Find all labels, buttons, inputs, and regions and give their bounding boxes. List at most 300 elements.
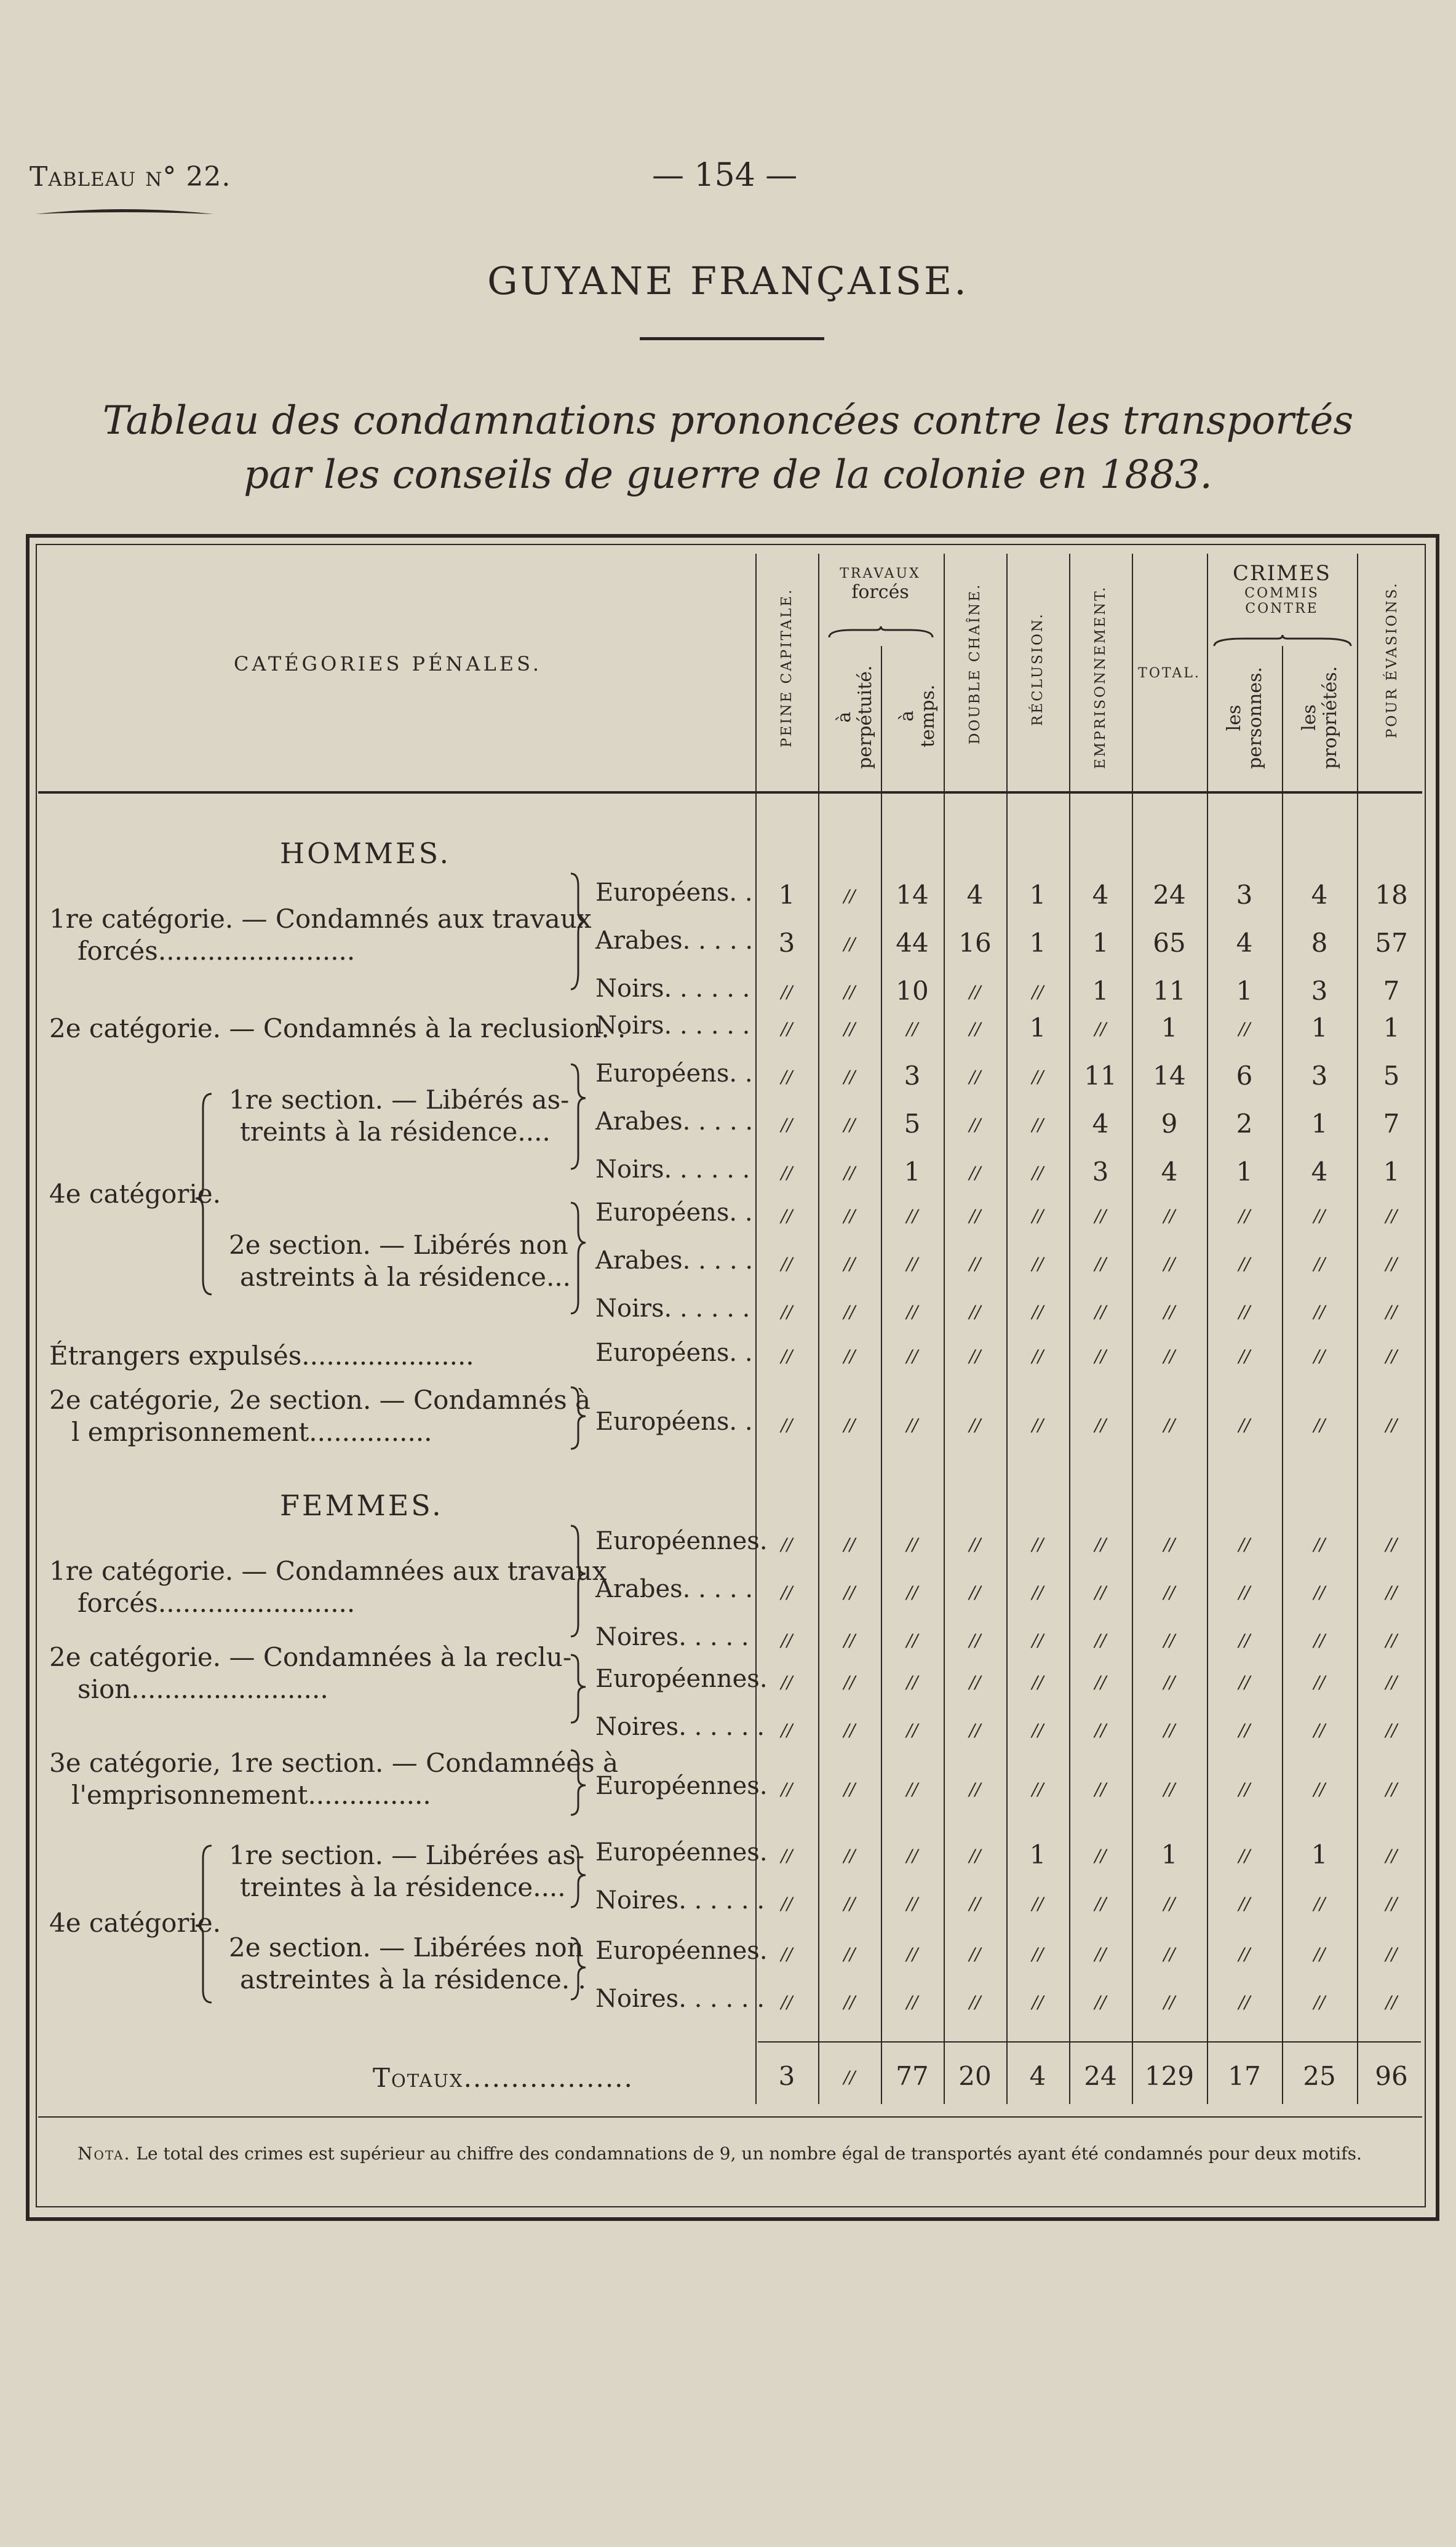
- table-cell: 4: [1092, 880, 1109, 910]
- label-line: astreintes à la résidence. .: [240, 1964, 586, 1995]
- table-cell: //: [969, 1534, 981, 1555]
- table-cell: //: [1163, 1672, 1176, 1692]
- table-cell: //: [843, 1302, 856, 1322]
- label-line: treintes à la résidence....: [240, 1872, 566, 1902]
- label-line: treints à la résidence....: [240, 1117, 551, 1147]
- personnes-les: les: [1223, 704, 1245, 731]
- table-cell: //: [843, 1067, 856, 1087]
- table-cell: //: [1385, 1302, 1398, 1322]
- table-cell: 8: [1311, 928, 1328, 958]
- table-cell: //: [969, 982, 981, 1002]
- table-cell: //: [781, 1720, 793, 1740]
- row-origin-label: Européens. .: [595, 1198, 753, 1227]
- table-cell: //: [1094, 1630, 1107, 1651]
- table-cell: //: [906, 1846, 918, 1866]
- table-cell: //: [843, 1415, 856, 1435]
- label-line: 2e section. — Libérés non: [229, 1230, 568, 1260]
- table-cell: //: [969, 1630, 981, 1651]
- table-cell: //: [1385, 1672, 1398, 1692]
- table-cell: //: [781, 1630, 793, 1651]
- table-cell: //: [1094, 1534, 1107, 1555]
- table-cell: 6: [1236, 1061, 1253, 1091]
- table-cell: //: [1385, 1534, 1398, 1555]
- label-line: 1re catégorie. — Condamnées aux travaux: [49, 1556, 607, 1586]
- table-cell: //: [1094, 1415, 1107, 1435]
- table-cell: //: [906, 1302, 918, 1322]
- table-cell: //: [1032, 982, 1044, 1002]
- table-cell: //: [781, 1846, 793, 1866]
- table-cell: 3: [904, 1061, 921, 1091]
- table-cell: //: [843, 1630, 856, 1651]
- label-line: astreints à la résidence...: [240, 1262, 571, 1292]
- label-line: 2e catégorie, 2e section. — Condamnés à: [49, 1385, 591, 1415]
- row-origin-label: Noirs. . . . . .: [595, 1011, 750, 1040]
- table-cell: 11: [1153, 976, 1186, 1006]
- table-cell: //: [781, 1992, 793, 2012]
- column-header-reclusion: RÉCLUSION.: [1030, 612, 1046, 726]
- table-cell: //: [1163, 1302, 1176, 1322]
- table-cell: //: [781, 1206, 793, 1226]
- table-cell: //: [969, 1779, 981, 1800]
- table-cell: //: [906, 1992, 918, 2012]
- column-header-categories: CATÉGORIES PÉNALES.: [234, 652, 543, 676]
- table-cell: //: [843, 982, 856, 1002]
- table-cell: 1: [1161, 1840, 1178, 1870]
- table-cell: //: [1163, 1346, 1176, 1366]
- table-cell: //: [1238, 1779, 1251, 1800]
- section-femmes: FEMMES.: [280, 1489, 444, 1522]
- table-cell: //: [1032, 1163, 1044, 1183]
- row-origin-label: Arabes. . . . .: [595, 1246, 754, 1275]
- row-origin-label: Arabes. . . . .: [595, 927, 754, 955]
- perpetuite-a: à: [833, 711, 855, 723]
- subtitle-line-1: Tableau des condamnations prononcées contre les transportés: [102, 398, 1354, 444]
- table-cell: 1: [1029, 928, 1046, 958]
- table-cell: 1: [1311, 1109, 1328, 1139]
- table-cell: //: [1385, 1582, 1398, 1603]
- table-cell: //: [969, 1944, 981, 1964]
- table-cell: //: [1094, 1254, 1107, 1274]
- table-cell: //: [1032, 1206, 1044, 1226]
- brace-h1: [571, 874, 586, 989]
- table-cell: 3: [1092, 1157, 1109, 1187]
- total-cell: //: [843, 2067, 856, 2087]
- table-cell: //: [781, 1894, 793, 1914]
- table-cell: //: [1238, 1846, 1251, 1866]
- table-cell: //: [1094, 1582, 1107, 1603]
- table-cell: //: [781, 1582, 793, 1603]
- label-line: l'emprisonnement...............: [71, 1780, 431, 1810]
- label-h-cat2: 2e catégorie. — Condamnés à la reclusion. .: [49, 1013, 626, 1043]
- table-cell: //: [1094, 1944, 1107, 1964]
- table-cell: //: [969, 1992, 981, 2012]
- table-cell: //: [969, 1302, 981, 1322]
- table-cell: 1: [1383, 1157, 1400, 1187]
- table-cell: //: [1163, 1992, 1176, 2012]
- table-cell: //: [1385, 1846, 1398, 1866]
- temps-label: temps.: [917, 684, 939, 747]
- table-cell: 3: [1311, 1061, 1328, 1091]
- table-cell: //: [781, 1346, 793, 1366]
- table-cell: 4: [1092, 1109, 1109, 1139]
- table-cell: 1: [778, 880, 795, 910]
- table-cell: //: [1385, 1944, 1398, 1964]
- table-cell: //: [1163, 1415, 1176, 1435]
- table-cell: //: [969, 1894, 981, 1914]
- table-cell: //: [1238, 1415, 1251, 1435]
- table-cell: 1: [1029, 1840, 1046, 1870]
- table-cell: //: [1094, 1720, 1107, 1740]
- section-hommes: HOMMES.: [280, 837, 452, 870]
- table-cell: 1: [1311, 1013, 1328, 1043]
- table-cell: //: [1032, 1415, 1044, 1435]
- table-cell: //: [1032, 1254, 1044, 1274]
- footnote-text: Le total des crimes est supérieur au chiffre des condamnations de 9, un nombre égal de transportés ayant été condamnés pour deux motifs.: [130, 2143, 1362, 2164]
- table-cell: //: [843, 1992, 856, 2012]
- table-cell: //: [1163, 1582, 1176, 1603]
- table-cell: //: [1032, 1720, 1044, 1740]
- label-line: 1re catégorie. — Condamnés aux travaux: [49, 904, 592, 934]
- crimes-label: CRIMES: [1233, 561, 1331, 586]
- table-cell: //: [843, 1846, 856, 1866]
- table-cell: //: [1163, 1720, 1176, 1740]
- table-cell: //: [969, 1415, 981, 1435]
- table-cell: //: [969, 1346, 981, 1366]
- table-cell: //: [969, 1582, 981, 1603]
- table-cell: 2: [1236, 1109, 1253, 1139]
- table-cell: //: [1313, 1992, 1326, 2012]
- table-cell: //: [1238, 1302, 1251, 1322]
- table-cell: //: [1313, 1534, 1326, 1555]
- table-cell: //: [1238, 1944, 1251, 1964]
- column-header-double: DOUBLE CHAÎNE.: [967, 583, 983, 744]
- table-cell: 65: [1153, 928, 1186, 958]
- row-origin-label: Noires. . . . .: [595, 1623, 749, 1651]
- table-cell: 4: [1311, 880, 1328, 910]
- table-cell: //: [843, 934, 856, 954]
- table-cell: //: [1238, 1630, 1251, 1651]
- table-cell: 4: [966, 880, 984, 910]
- row-origin-label: Noires. . . . . .: [595, 1886, 765, 1915]
- table-cell: 4: [1311, 1157, 1328, 1187]
- table-bottom-rule: [38, 2116, 1422, 2118]
- row-origin-label: Européennes.: [595, 1665, 768, 1693]
- row-origin-label: Européens. .: [595, 879, 753, 907]
- row-origin-label: Européens. .: [595, 1059, 753, 1088]
- table-cell: //: [1313, 1894, 1326, 1914]
- table-cell: //: [1238, 1534, 1251, 1555]
- commis-contre-label: COMMIS CONTRE: [1244, 586, 1319, 616]
- table-cell: //: [1313, 1779, 1326, 1800]
- table-cell: //: [1032, 1302, 1044, 1322]
- table-cell: //: [1094, 1346, 1107, 1366]
- table-cell: //: [781, 1115, 793, 1135]
- table-cell: //: [1032, 1672, 1044, 1692]
- subtitle-line-2: par les conseils de guerre de la colonie en 1883.: [244, 452, 1212, 498]
- table-cell: //: [1385, 1894, 1398, 1914]
- table-cell: //: [1238, 1346, 1251, 1366]
- table-cell: //: [1094, 1672, 1107, 1692]
- table-cell: //: [969, 1019, 981, 1039]
- table-cell: 1: [1029, 880, 1046, 910]
- brace-f1: [571, 1526, 586, 1636]
- table-cell: //: [843, 1115, 856, 1135]
- table-cell: //: [906, 1944, 918, 1964]
- table-cell: //: [1313, 1672, 1326, 1692]
- table-cell: //: [1313, 1944, 1326, 1964]
- table-cell: //: [781, 1944, 793, 1964]
- table-cell: //: [781, 982, 793, 1002]
- table-cell: //: [969, 1067, 981, 1087]
- brace-f4s1: [571, 1846, 586, 1907]
- table-cell: //: [969, 1846, 981, 1866]
- row-origin-label: Européennes.: [595, 1527, 768, 1555]
- row-origin-label: Européens. .: [595, 1339, 753, 1367]
- row-origin-label: Noires. . . . . .: [595, 1713, 765, 1741]
- table-cell: //: [843, 1779, 856, 1800]
- table-cell: 1: [1092, 976, 1109, 1006]
- table-cell: //: [969, 1254, 981, 1274]
- row-origin-label: Noires. . . . . .: [595, 1985, 765, 2013]
- table-cell: //: [843, 1534, 856, 1555]
- row-origin-label: Européennes.: [595, 1838, 768, 1867]
- table-cell: 3: [778, 928, 795, 958]
- label-line: 1re section. — Libérées as-: [229, 1840, 585, 1870]
- table-cell: 18: [1375, 880, 1408, 910]
- table-cell: 1: [1092, 928, 1109, 958]
- table-cell: //: [843, 1894, 856, 1914]
- table-cell: //: [843, 1254, 856, 1274]
- table-cell: //: [906, 1672, 918, 1692]
- table-cell: //: [1385, 1346, 1398, 1366]
- footnote: [78, 2142, 1418, 2166]
- label-f-cat4: 4e catégorie.: [49, 1908, 221, 1938]
- table-cell: //: [781, 1415, 793, 1435]
- total-cell: 24: [1084, 2061, 1117, 2091]
- table-cell: 7: [1383, 976, 1400, 1006]
- table-cell: //: [1385, 1992, 1398, 2012]
- table-cell: //: [843, 1346, 856, 1366]
- table-cell: //: [1238, 1894, 1251, 1914]
- row-origin-label: Noirs. . . . . .: [595, 1155, 750, 1184]
- table-cell: //: [969, 1720, 981, 1740]
- table-cell: //: [781, 1254, 793, 1274]
- table-cell: //: [1163, 1254, 1176, 1274]
- table-cell: //: [1313, 1302, 1326, 1322]
- brace-f2: [571, 1655, 586, 1723]
- table-cell: //: [843, 1672, 856, 1692]
- table-cell: //: [1238, 1992, 1251, 2012]
- table-cell: 44: [896, 928, 929, 958]
- proprietes-les: les: [1299, 704, 1320, 731]
- table-cell: //: [843, 1206, 856, 1226]
- table-cell: //: [1094, 1846, 1107, 1866]
- table-cell: //: [1238, 1254, 1251, 1274]
- table-cell: //: [1163, 1944, 1176, 1964]
- table-cell: 24: [1153, 880, 1186, 910]
- table-cell: 7: [1383, 1109, 1400, 1139]
- table-cell: //: [1163, 1894, 1176, 1914]
- table-cell: //: [906, 1779, 918, 1800]
- label-line: forcés........................: [78, 936, 356, 966]
- total-cell: 129: [1144, 2061, 1195, 2091]
- total-cell: 77: [896, 2061, 929, 2091]
- table-cell: //: [1385, 1720, 1398, 1740]
- table-cell: 5: [904, 1109, 921, 1139]
- table-cell: //: [1032, 1115, 1044, 1135]
- table-cell: //: [906, 1894, 918, 1914]
- table-cell: 1: [1236, 976, 1253, 1006]
- table-cell: 14: [1153, 1061, 1186, 1091]
- table-cell: //: [1094, 1302, 1107, 1322]
- table-cell: //: [1238, 1206, 1251, 1226]
- table-cell: //: [843, 1019, 856, 1039]
- temps-a: à: [896, 710, 918, 722]
- proprietes-label: propriétés.: [1319, 666, 1341, 769]
- table-cell: //: [781, 1067, 793, 1087]
- table-cell: //: [1163, 1206, 1176, 1226]
- brace-f4s2: [571, 1938, 586, 1999]
- table-cell: //: [1094, 1894, 1107, 1914]
- table-cell: //: [1385, 1206, 1398, 1226]
- table-cell: //: [1032, 1894, 1044, 1914]
- brace-f3: [571, 1750, 586, 1815]
- table-cell: //: [906, 1534, 918, 1555]
- table-cell: //: [781, 1163, 793, 1183]
- forces-label: forcés: [851, 581, 909, 603]
- table-cell: 3: [1311, 976, 1328, 1006]
- table-cell: //: [1238, 1582, 1251, 1603]
- table-cell: //: [843, 1720, 856, 1740]
- table-cell: //: [969, 1206, 981, 1226]
- table-cell: //: [781, 1019, 793, 1039]
- table-cell: //: [1094, 1206, 1107, 1226]
- table-cell: 1: [1383, 1013, 1400, 1043]
- table-cell: 3: [1236, 880, 1253, 910]
- personnes-label: personnes.: [1244, 666, 1266, 769]
- table-cell: //: [1032, 1582, 1044, 1603]
- column-header-evasions: POUR ÉVASIONS.: [1384, 581, 1400, 738]
- total-cell: 4: [1029, 2061, 1046, 2091]
- table-cell: 4: [1236, 928, 1253, 958]
- table-cell: //: [1238, 1720, 1251, 1740]
- brace-f4: [196, 1846, 212, 2003]
- table-cell: //: [843, 1582, 856, 1603]
- table-cell: //: [1163, 1779, 1176, 1800]
- table-cell: //: [781, 1672, 793, 1692]
- page-number: — 154 —: [652, 157, 798, 194]
- total-cell: 96: [1375, 2061, 1408, 2091]
- table-cell: //: [1238, 1672, 1251, 1692]
- table-cell: //: [1313, 1346, 1326, 1366]
- brace-h4s2: [571, 1203, 586, 1313]
- table-cell: 16: [958, 928, 992, 958]
- row-origin-label: Européennes.: [595, 1772, 768, 1800]
- table-cell: 5: [1383, 1061, 1400, 1091]
- table-cell: 9: [1161, 1109, 1178, 1139]
- page-title: GUYANE FRANÇAISE.: [487, 258, 969, 303]
- table-number: Tableau n° 22.: [30, 161, 231, 193]
- table-cell: 1: [1161, 1013, 1178, 1043]
- table-cell: //: [1385, 1415, 1398, 1435]
- table-cell: //: [906, 1206, 918, 1226]
- totals-label: Totaux..................: [373, 2063, 634, 2093]
- label-line: 2e section. — Libérées non: [229, 1932, 584, 1963]
- table-cell: //: [1032, 1779, 1044, 1800]
- label-line: l emprisonnement...............: [71, 1417, 432, 1447]
- table-cell: //: [781, 1534, 793, 1555]
- row-origin-label: Arabes. . . . .: [595, 1107, 754, 1136]
- table-cell: //: [1238, 1019, 1251, 1039]
- table-cell: //: [1163, 1630, 1176, 1651]
- label-line: 3e catégorie, 1re section. — Condamnées à: [49, 1748, 619, 1778]
- table-cell: //: [1032, 1067, 1044, 1087]
- row-origin-label: Arabes. . . . .: [595, 1575, 754, 1603]
- total-cell: 17: [1228, 2061, 1261, 2091]
- table-cell: //: [1385, 1630, 1398, 1651]
- table-cell: //: [843, 886, 856, 906]
- table-cell: 1: [904, 1157, 921, 1187]
- table-cell: //: [1032, 1346, 1044, 1366]
- column-header-peine: PEINE CAPITALE.: [779, 588, 795, 747]
- table-cell: 1: [1311, 1840, 1328, 1870]
- table-cell: //: [1032, 1992, 1044, 2012]
- table-cell: //: [969, 1115, 981, 1135]
- table-cell: //: [1313, 1415, 1326, 1435]
- table-cell: //: [1032, 1630, 1044, 1651]
- table-cell: 14: [896, 880, 929, 910]
- label-line: 1re section. — Libérés as-: [229, 1085, 570, 1115]
- table-cell: 4: [1161, 1157, 1178, 1187]
- table-cell: //: [781, 1302, 793, 1322]
- travaux-label: TRAVAUX: [840, 566, 921, 581]
- table-cell: //: [906, 1019, 918, 1039]
- brace-h4s1: [571, 1064, 586, 1169]
- table-cell: 1: [1236, 1157, 1253, 1187]
- table-cell: //: [1163, 1534, 1176, 1555]
- table-cell: //: [906, 1415, 918, 1435]
- row-origin-label: Européens. .: [595, 1408, 753, 1436]
- table-cell: //: [781, 1779, 793, 1800]
- table-cell: //: [1032, 1944, 1044, 1964]
- table-cell: //: [906, 1254, 918, 1274]
- brace-h2s2: [571, 1387, 586, 1449]
- brace-h4: [196, 1094, 212, 1294]
- totals-rule: [758, 2041, 1421, 2043]
- row-origin-label: Européennes.: [595, 1937, 768, 1965]
- table-cell: //: [1094, 1992, 1107, 2012]
- table-cell: //: [1385, 1779, 1398, 1800]
- row-origin-label: Noirs. . . . . .: [595, 1294, 750, 1323]
- table-cell: //: [843, 1163, 856, 1183]
- column-header-emprisonnement: EMPRISONNEMENT.: [1092, 585, 1108, 769]
- table-cell: //: [906, 1582, 918, 1603]
- table-cell: 10: [896, 976, 929, 1006]
- total-cell: 3: [778, 2061, 795, 2091]
- table-cell: //: [1313, 1206, 1326, 1226]
- table-cell: //: [1313, 1630, 1326, 1651]
- table-cell: //: [906, 1630, 918, 1651]
- table-cell: 57: [1375, 928, 1408, 958]
- total-cell: 20: [958, 2061, 992, 2091]
- table-cell: //: [906, 1720, 918, 1740]
- label-h-cat4: 4e catégorie.: [49, 1179, 221, 1209]
- label-line: forcés........................: [78, 1588, 356, 1618]
- table-cell: //: [1313, 1254, 1326, 1274]
- table-cell: //: [843, 1944, 856, 1964]
- table-cell: //: [906, 1346, 918, 1366]
- table-cell: //: [1313, 1720, 1326, 1740]
